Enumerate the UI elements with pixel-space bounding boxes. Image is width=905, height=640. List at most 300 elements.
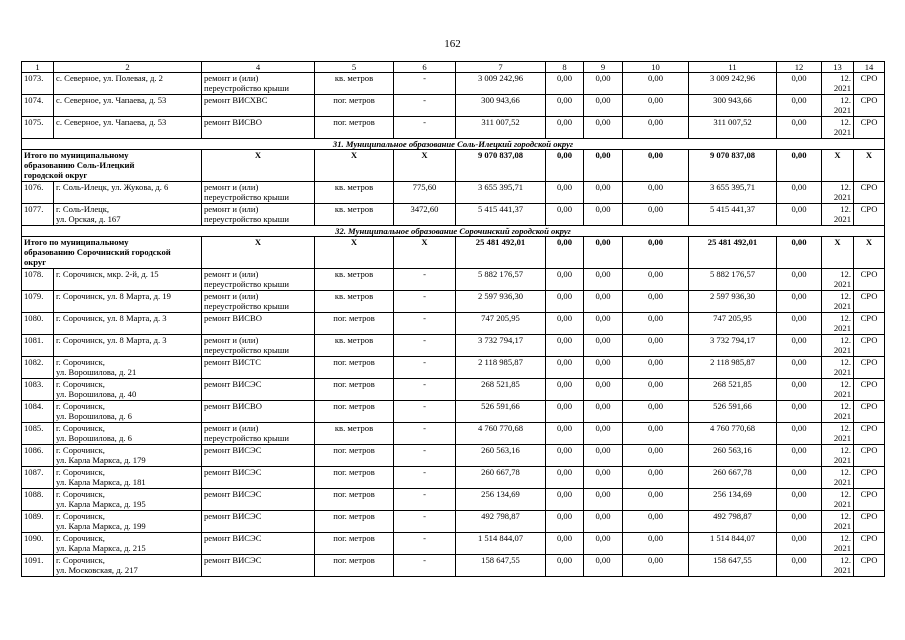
column-number: 8: [546, 62, 584, 73]
cell-amount: 0,00: [584, 379, 623, 401]
work-type-cell: ремонт и (или) переустройство крыши: [202, 269, 315, 291]
work-type-cell: ремонт ВИСЭС: [202, 533, 315, 555]
work-type-cell: ремонт и (или) переустройство крыши: [202, 335, 315, 357]
cell-amount: 0,00: [546, 555, 584, 577]
table-row: [22, 533, 885, 555]
column-number: 1: [22, 62, 54, 73]
cell-amount: 0,00: [584, 423, 623, 445]
cell-amount: 0,00: [546, 533, 584, 555]
quantity-cell: -: [394, 467, 456, 489]
address-cell: с. Северное, ул. Чапаева, д. 53: [54, 95, 202, 117]
cell-amount: 0,00: [546, 445, 584, 467]
cell-amount: 0,00: [777, 335, 822, 357]
address-cell: г. Соль-Илецк, ул. Жукова, д. 6: [54, 182, 202, 204]
cell-amount: 0,00: [546, 204, 584, 226]
method-cell: СРО: [854, 335, 885, 357]
column-number: 9: [584, 62, 623, 73]
work-type-cell: ремонт ВИСЭС: [202, 379, 315, 401]
cell-amount: 0,00: [777, 357, 822, 379]
address-cell: г. Соль-Илецк, ул. Орская, д. 167: [54, 204, 202, 226]
table-row: [22, 445, 885, 467]
method-cell: СРО: [854, 95, 885, 117]
deadline-cell: 12. 2021: [822, 445, 854, 467]
method-cell: СРО: [854, 555, 885, 577]
work-type-cell: ремонт ВИСЭС: [202, 555, 315, 577]
row-number: 1077.: [22, 204, 54, 226]
unit-cell: пог. метров: [315, 533, 394, 555]
unit-cell: пог. метров: [315, 445, 394, 467]
cell-amount: 0,00: [584, 269, 623, 291]
quantity-cell: -: [394, 445, 456, 467]
cell-amount: 0,00: [777, 73, 822, 95]
fund-amount-cell: 4 760 770,68: [689, 423, 777, 445]
cell-amount: 0,00: [584, 335, 623, 357]
cell-x: X: [854, 237, 885, 269]
unit-cell: пог. метров: [315, 555, 394, 577]
table-row: [22, 423, 885, 445]
method-cell: СРО: [854, 379, 885, 401]
table-row: [22, 95, 885, 117]
quantity-cell: -: [394, 379, 456, 401]
fund-amount-cell: 526 591,66: [689, 401, 777, 423]
deadline-cell: 12. 2021: [822, 73, 854, 95]
column-number: 13: [822, 62, 854, 73]
cell-amount: 0,00: [584, 150, 623, 182]
quantity-cell: -: [394, 489, 456, 511]
unit-cell: пог. метров: [315, 467, 394, 489]
method-cell: СРО: [854, 467, 885, 489]
total-cost-cell: 526 591,66: [456, 401, 546, 423]
fund-amount-cell: 3 732 794,17: [689, 335, 777, 357]
work-type-cell: ремонт ВИСТС: [202, 357, 315, 379]
cell-amount: 0,00: [777, 117, 822, 139]
cell-amount: 0,00: [584, 357, 623, 379]
subtotal-amount: 25 481 492,01: [689, 237, 777, 269]
column-number-row: [22, 62, 885, 73]
cell-amount: 0,00: [623, 291, 689, 313]
method-cell: СРО: [854, 511, 885, 533]
total-cost-cell: 3 655 395,71: [456, 182, 546, 204]
method-cell: СРО: [854, 204, 885, 226]
cell-amount: 0,00: [546, 95, 584, 117]
cell-amount: 0,00: [623, 379, 689, 401]
column-number: 12: [777, 62, 822, 73]
column-number: 14: [854, 62, 885, 73]
unit-cell: пог. метров: [315, 401, 394, 423]
cell-amount: 0,00: [584, 237, 623, 269]
address-cell: г. Сорочинск, ул. Карла Маркса, д. 195: [54, 489, 202, 511]
cell-amount: 0,00: [546, 182, 584, 204]
cell-amount: 0,00: [546, 357, 584, 379]
deadline-cell: 12. 2021: [822, 204, 854, 226]
total-cost-cell: 492 798,87: [456, 511, 546, 533]
total-cost-cell: 300 943,66: [456, 95, 546, 117]
address-cell: г. Сорочинск, ул. Карла Маркса, д. 181: [54, 467, 202, 489]
unit-cell: кв. метров: [315, 335, 394, 357]
total-cost-cell: 5 882 176,57: [456, 269, 546, 291]
cell-amount: 0,00: [623, 423, 689, 445]
total-cost-cell: 2 118 985,87: [456, 357, 546, 379]
row-number: 1082.: [22, 357, 54, 379]
cell-amount: 0,00: [584, 511, 623, 533]
cell-amount: 0,00: [584, 489, 623, 511]
unit-cell: кв. метров: [315, 73, 394, 95]
address-cell: г. Сорочинск, ул. Карла Маркса, д. 179: [54, 445, 202, 467]
cell-amount: 0,00: [546, 401, 584, 423]
deadline-cell: 12. 2021: [822, 489, 854, 511]
fund-amount-cell: 311 007,52: [689, 117, 777, 139]
work-type-cell: ремонт ВИСВО: [202, 401, 315, 423]
table-row: [22, 467, 885, 489]
cell-x: X: [202, 237, 315, 269]
subtotal-amount: 25 481 492,01: [456, 237, 546, 269]
cell-amount: 0,00: [546, 335, 584, 357]
method-cell: СРО: [854, 445, 885, 467]
row-number: 1080.: [22, 313, 54, 335]
deadline-cell: 12. 2021: [822, 269, 854, 291]
address-cell: г. Сорочинск, ул. Московская, д. 217: [54, 555, 202, 577]
table-row: [22, 269, 885, 291]
cell-amount: 0,00: [623, 73, 689, 95]
cell-amount: 0,00: [546, 237, 584, 269]
address-cell: г. Сорочинск, мкр. 2-й, д. 15: [54, 269, 202, 291]
method-cell: СРО: [854, 489, 885, 511]
method-cell: СРО: [854, 182, 885, 204]
cell-amount: 0,00: [623, 467, 689, 489]
quantity-cell: -: [394, 335, 456, 357]
cell-amount: 0,00: [777, 445, 822, 467]
unit-cell: кв. метров: [315, 423, 394, 445]
unit-cell: пог. метров: [315, 379, 394, 401]
unit-cell: пог. метров: [315, 489, 394, 511]
cell-amount: 0,00: [584, 313, 623, 335]
fund-amount-cell: 2 597 936,30: [689, 291, 777, 313]
cell-amount: 0,00: [623, 313, 689, 335]
subtotal-amount: 9 070 837,08: [689, 150, 777, 182]
cell-amount: 0,00: [623, 95, 689, 117]
method-cell: СРО: [854, 357, 885, 379]
row-number: 1076.: [22, 182, 54, 204]
cell-amount: 0,00: [546, 511, 584, 533]
column-number: 4: [202, 62, 315, 73]
cell-amount: 0,00: [546, 291, 584, 313]
cell-amount: 0,00: [777, 533, 822, 555]
cell-x: X: [822, 150, 854, 182]
work-type-cell: ремонт и (или) переустройство крыши: [202, 182, 315, 204]
fund-amount-cell: 268 521,85: [689, 379, 777, 401]
row-number: 1085.: [22, 423, 54, 445]
cell-amount: 0,00: [777, 182, 822, 204]
cell-amount: 0,00: [546, 73, 584, 95]
unit-cell: пог. метров: [315, 95, 394, 117]
deadline-cell: 12. 2021: [822, 467, 854, 489]
work-type-cell: ремонт ВИСЭС: [202, 467, 315, 489]
cell-amount: 0,00: [777, 269, 822, 291]
cell-amount: 0,00: [546, 379, 584, 401]
cell-amount: 0,00: [584, 467, 623, 489]
cell-amount: 0,00: [777, 401, 822, 423]
total-cost-cell: 158 647,55: [456, 555, 546, 577]
fund-amount-cell: 5 415 441,37: [689, 204, 777, 226]
deadline-cell: 12. 2021: [822, 533, 854, 555]
work-type-cell: ремонт ВИСХВС: [202, 95, 315, 117]
deadline-cell: 12. 2021: [822, 555, 854, 577]
address-cell: г. Сорочинск, ул. Ворошилова, д. 6: [54, 401, 202, 423]
deadline-cell: 12. 2021: [822, 401, 854, 423]
row-number: 1087.: [22, 467, 54, 489]
register-table: [21, 61, 885, 577]
address-cell: с. Северное, ул. Полевая, д. 2: [54, 73, 202, 95]
deadline-cell: 12. 2021: [822, 117, 854, 139]
quantity-cell: -: [394, 117, 456, 139]
quantity-cell: 775,60: [394, 182, 456, 204]
cell-amount: 0,00: [623, 401, 689, 423]
total-cost-cell: 4 760 770,68: [456, 423, 546, 445]
cell-amount: 0,00: [777, 489, 822, 511]
cell-amount: 0,00: [546, 489, 584, 511]
column-number: 6: [394, 62, 456, 73]
work-type-cell: ремонт ВИСВО: [202, 117, 315, 139]
cell-x: X: [315, 150, 394, 182]
quantity-cell: 3472,60: [394, 204, 456, 226]
subtotal-label: Итого по муниципальному образованию Сорочинский городской округ: [22, 237, 202, 269]
fund-amount-cell: 3 009 242,96: [689, 73, 777, 95]
total-cost-cell: 268 521,85: [456, 379, 546, 401]
row-number: 1075.: [22, 117, 54, 139]
cell-amount: 0,00: [546, 423, 584, 445]
cell-amount: 0,00: [623, 489, 689, 511]
cell-amount: 0,00: [584, 401, 623, 423]
cell-amount: 0,00: [623, 182, 689, 204]
cell-amount: 0,00: [777, 555, 822, 577]
table-row: [22, 313, 885, 335]
column-number: 7: [456, 62, 546, 73]
total-cost-cell: 3 732 794,17: [456, 335, 546, 357]
quantity-cell: -: [394, 401, 456, 423]
total-cost-cell: 260 563,16: [456, 445, 546, 467]
table-row: [22, 335, 885, 357]
subtotal-label: Итого по муниципальному образованию Соль-Илецкий городской округ: [22, 150, 202, 182]
cell-amount: 0,00: [546, 150, 584, 182]
cell-amount: 0,00: [623, 150, 689, 182]
address-cell: г. Сорочинск, ул. Ворошилова, д. 40: [54, 379, 202, 401]
column-number: 11: [689, 62, 777, 73]
fund-amount-cell: 260 667,78: [689, 467, 777, 489]
table-row: [22, 357, 885, 379]
work-type-cell: ремонт и (или) переустройство крыши: [202, 291, 315, 313]
cell-amount: 0,00: [777, 237, 822, 269]
work-type-cell: ремонт ВИСЭС: [202, 489, 315, 511]
cell-amount: 0,00: [584, 182, 623, 204]
deadline-cell: 12. 2021: [822, 291, 854, 313]
deadline-cell: 12. 2021: [822, 95, 854, 117]
row-number: 1083.: [22, 379, 54, 401]
cell-amount: 0,00: [546, 269, 584, 291]
column-number: 5: [315, 62, 394, 73]
total-cost-cell: 747 205,95: [456, 313, 546, 335]
quantity-cell: -: [394, 357, 456, 379]
fund-amount-cell: 260 563,16: [689, 445, 777, 467]
row-number: 1081.: [22, 335, 54, 357]
cell-amount: 0,00: [584, 445, 623, 467]
method-cell: СРО: [854, 73, 885, 95]
deadline-cell: 12. 2021: [822, 335, 854, 357]
address-cell: г. Сорочинск, ул. Карла Маркса, д. 199: [54, 511, 202, 533]
section-heading-row: [22, 226, 885, 237]
unit-cell: пог. метров: [315, 117, 394, 139]
work-type-cell: ремонт и (или) переустройство крыши: [202, 204, 315, 226]
row-number: 1074.: [22, 95, 54, 117]
cell-amount: 0,00: [584, 533, 623, 555]
quantity-cell: -: [394, 291, 456, 313]
deadline-cell: 12. 2021: [822, 182, 854, 204]
cell-amount: 0,00: [546, 117, 584, 139]
total-cost-cell: 3 009 242,96: [456, 73, 546, 95]
method-cell: СРО: [854, 313, 885, 335]
deadline-cell: 12. 2021: [822, 313, 854, 335]
cell-amount: 0,00: [623, 533, 689, 555]
cell-amount: 0,00: [777, 204, 822, 226]
row-number: 1078.: [22, 269, 54, 291]
fund-amount-cell: 1 514 844,07: [689, 533, 777, 555]
quantity-cell: -: [394, 95, 456, 117]
table-row: [22, 379, 885, 401]
work-type-cell: ремонт ВИСЭС: [202, 511, 315, 533]
fund-amount-cell: 492 798,87: [689, 511, 777, 533]
row-number: 1090.: [22, 533, 54, 555]
fund-amount-cell: 158 647,55: [689, 555, 777, 577]
method-cell: СРО: [854, 423, 885, 445]
table-row: [22, 555, 885, 577]
address-cell: г. Сорочинск, ул. Карла Маркса, д. 215: [54, 533, 202, 555]
quantity-cell: -: [394, 269, 456, 291]
quantity-cell: -: [394, 313, 456, 335]
method-cell: СРО: [854, 269, 885, 291]
deadline-cell: 12. 2021: [822, 511, 854, 533]
work-type-cell: ремонт ВИСЭС: [202, 445, 315, 467]
cell-x: X: [315, 237, 394, 269]
subtotal-row: [22, 237, 885, 269]
row-number: 1079.: [22, 291, 54, 313]
cell-amount: 0,00: [623, 117, 689, 139]
cell-amount: 0,00: [546, 313, 584, 335]
method-cell: СРО: [854, 533, 885, 555]
page-number: 162: [444, 38, 461, 50]
cell-x: X: [854, 150, 885, 182]
cell-amount: 0,00: [777, 291, 822, 313]
cell-amount: 0,00: [584, 555, 623, 577]
cell-amount: 0,00: [623, 511, 689, 533]
quantity-cell: -: [394, 73, 456, 95]
work-type-cell: ремонт и (или) переустройство крыши: [202, 423, 315, 445]
row-number: 1089.: [22, 511, 54, 533]
cell-amount: 0,00: [584, 73, 623, 95]
method-cell: СРО: [854, 291, 885, 313]
total-cost-cell: 2 597 936,30: [456, 291, 546, 313]
deadline-cell: 12. 2021: [822, 423, 854, 445]
unit-cell: пог. метров: [315, 511, 394, 533]
row-number: 1084.: [22, 401, 54, 423]
unit-cell: пог. метров: [315, 313, 394, 335]
unit-cell: кв. метров: [315, 269, 394, 291]
subtotal-amount: 9 070 837,08: [456, 150, 546, 182]
cell-amount: 0,00: [584, 204, 623, 226]
cell-amount: 0,00: [584, 95, 623, 117]
quantity-cell: -: [394, 511, 456, 533]
cell-amount: 0,00: [584, 291, 623, 313]
fund-amount-cell: 5 882 176,57: [689, 269, 777, 291]
column-number: 2: [54, 62, 202, 73]
cell-x: X: [822, 237, 854, 269]
address-cell: г. Сорочинск, ул. 8 Марта, д. 3: [54, 313, 202, 335]
table-row: [22, 117, 885, 139]
table-row: [22, 291, 885, 313]
fund-amount-cell: 747 205,95: [689, 313, 777, 335]
table-row: [22, 511, 885, 533]
column-number: 10: [623, 62, 689, 73]
address-cell: г. Сорочинск, ул. 8 Марта, д. 19: [54, 291, 202, 313]
unit-cell: кв. метров: [315, 182, 394, 204]
fund-amount-cell: 3 655 395,71: [689, 182, 777, 204]
row-number: 1088.: [22, 489, 54, 511]
quantity-cell: -: [394, 555, 456, 577]
unit-cell: кв. метров: [315, 291, 394, 313]
cell-amount: 0,00: [777, 467, 822, 489]
method-cell: СРО: [854, 117, 885, 139]
total-cost-cell: 1 514 844,07: [456, 533, 546, 555]
row-number: 1091.: [22, 555, 54, 577]
cell-amount: 0,00: [777, 95, 822, 117]
subtotal-row: [22, 150, 885, 182]
table-row: [22, 182, 885, 204]
cell-x: X: [394, 237, 456, 269]
deadline-cell: 12. 2021: [822, 379, 854, 401]
deadline-cell: 12. 2021: [822, 357, 854, 379]
section-heading: 31. Муниципальное образование Соль-Илецкий городской округ: [22, 139, 885, 150]
cell-amount: 0,00: [777, 313, 822, 335]
total-cost-cell: 256 134,69: [456, 489, 546, 511]
total-cost-cell: 5 415 441,37: [456, 204, 546, 226]
address-cell: г. Сорочинск, ул. Ворошилова, д. 6: [54, 423, 202, 445]
cell-amount: 0,00: [623, 237, 689, 269]
address-cell: с. Северное, ул. Чапаева, д. 53: [54, 117, 202, 139]
fund-amount-cell: 2 118 985,87: [689, 357, 777, 379]
row-number: 1073.: [22, 73, 54, 95]
cell-amount: 0,00: [584, 117, 623, 139]
table-row: [22, 204, 885, 226]
cell-amount: 0,00: [623, 269, 689, 291]
table-row: [22, 73, 885, 95]
cell-x: X: [394, 150, 456, 182]
cell-amount: 0,00: [777, 150, 822, 182]
work-type-cell: ремонт ВИСВО: [202, 313, 315, 335]
unit-cell: кв. метров: [315, 204, 394, 226]
section-heading-row: [22, 139, 885, 150]
cell-amount: 0,00: [623, 204, 689, 226]
cell-amount: 0,00: [777, 511, 822, 533]
total-cost-cell: 311 007,52: [456, 117, 546, 139]
cell-amount: 0,00: [777, 379, 822, 401]
total-cost-cell: 260 667,78: [456, 467, 546, 489]
fund-amount-cell: 300 943,66: [689, 95, 777, 117]
cell-amount: 0,00: [623, 357, 689, 379]
cell-amount: 0,00: [777, 423, 822, 445]
cell-amount: 0,00: [546, 467, 584, 489]
cell-x: X: [202, 150, 315, 182]
row-number: 1086.: [22, 445, 54, 467]
unit-cell: пог. метров: [315, 357, 394, 379]
address-cell: г. Сорочинск, ул. 8 Марта, д. 3: [54, 335, 202, 357]
